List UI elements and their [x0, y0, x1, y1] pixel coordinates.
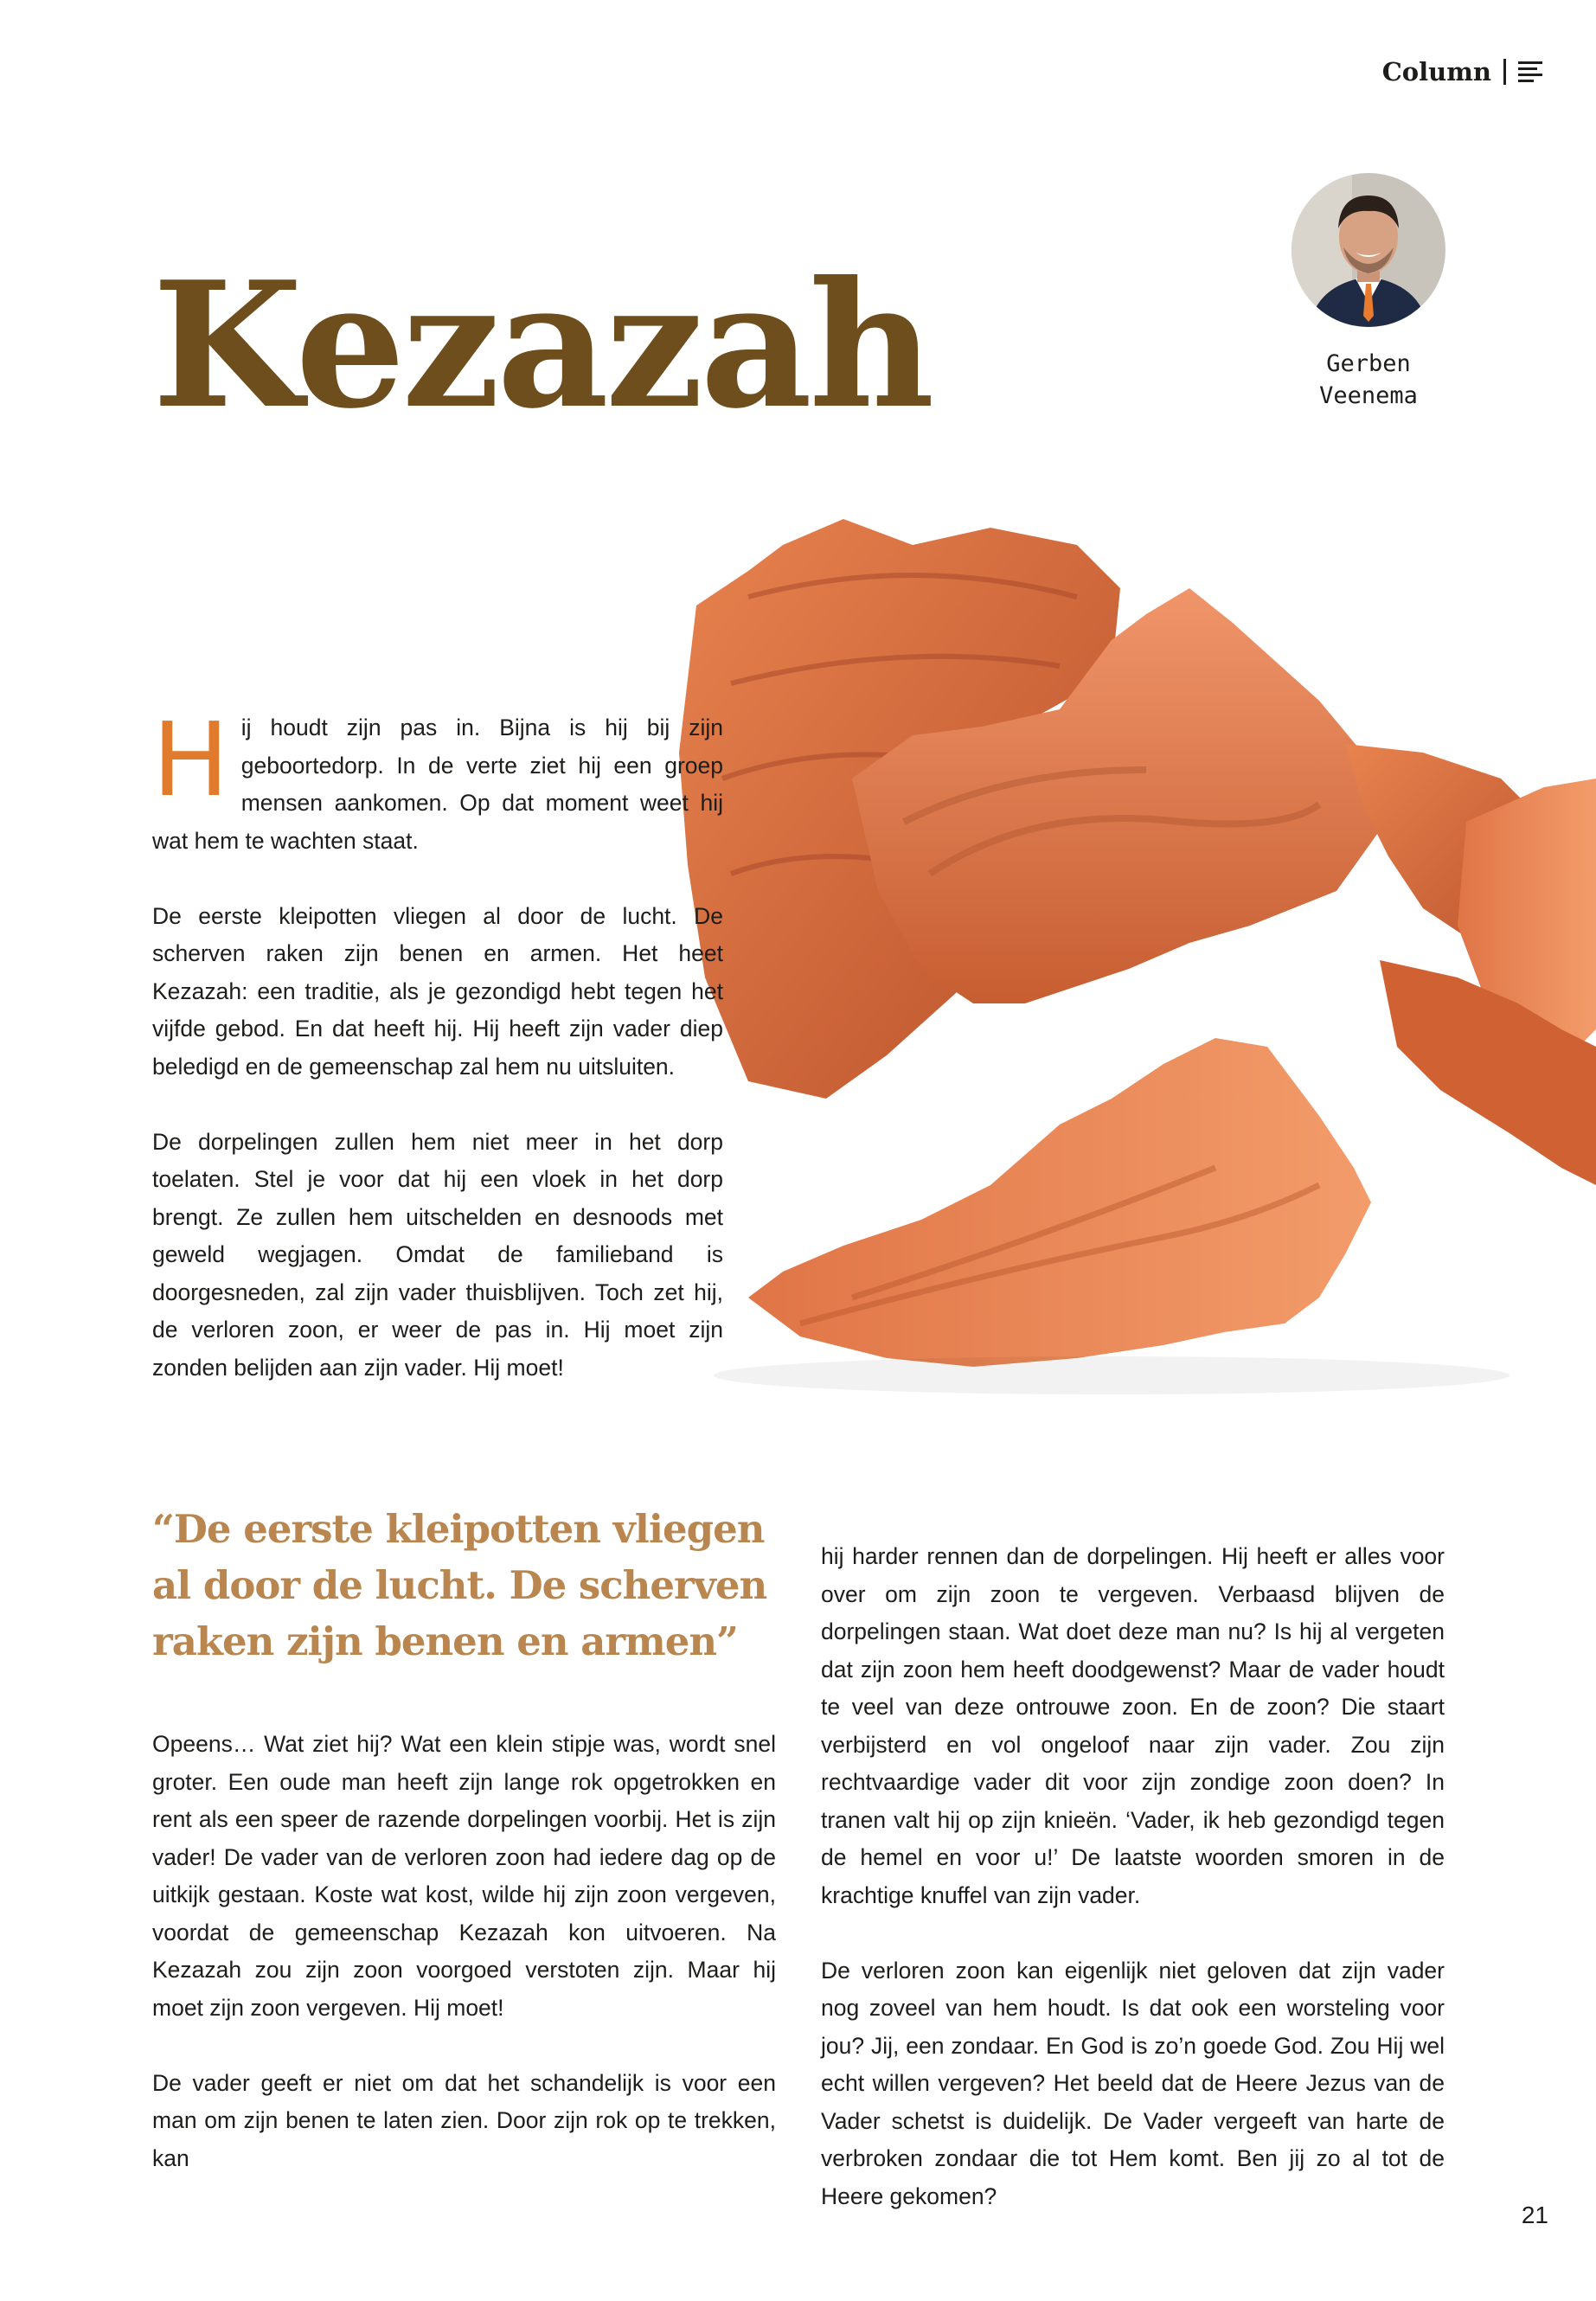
paragraph-7: De verloren zoon kan eigenlijk niet geloven dat zijn vader nog zoveel van hem houdt. Is dat ook een worsteling voor jou? Jij, een zondaar. En God is zo’n goede God. Zou Hij wel echt willen vergeven? Het beeld dat de Heere Jezus van de Vader schetst is duidelijk. De Vader vergeeft van harte de verbroken zondaar die tot Hem komt. Ben jij zo al tot de Heere gekomen? [821, 1957, 1445, 2209]
drop-cap: H [152, 700, 229, 819]
author-avatar [1292, 173, 1445, 327]
author-first-name: Gerben [1326, 350, 1411, 377]
pull-quote: “De eerste kleipotten vliegen al door de lucht. De scherven raken zijn benen en armen” [152, 1506, 767, 1664]
author-last-name: Veenema [1319, 382, 1418, 409]
clay-shards-image [627, 493, 1596, 1410]
paragraph-4: Opeens… Wat ziet hij? Wat een klein stipje was, wordt snel groter. Een oude man heeft zijn lange rok opgetrokken en rent als een speer de razende dorpelingen voorbij. Het is zijn vader! De vader van de verloren zoon had iedere dag op de uitkijk gestaan. Koste wat kost, wilde hij zijn zoon vergeven, voordat de gemeenschap Kezazah kon uitvoeren. Na Kezazah zou zijn zoon voorgoed verstoten zijn. Maar hij moet zijn zoon vergeven. Hij moet! [152, 1731, 776, 2021]
article-column-right [821, 1538, 1445, 2215]
article-column-left [152, 1726, 776, 2177]
page-number: 21 [1521, 2202, 1548, 2228]
author-name [1292, 348, 1445, 412]
section-label-text: Column [1381, 57, 1491, 87]
article-column-intro [152, 700, 723, 1387]
author-photo [1292, 173, 1445, 327]
paragraph-2: De eerste kleipotten vliegen al door de lucht. De scherven raken zijn benen en armen. Het heet Kezazah: een traditie, als je gezondigd hebt tegen het vijfde gebod. En dat heeft hij. Hij heeft zijn vader diep beledigd en de gemeenschap zal hem nu uitsluiten. [152, 902, 723, 1080]
intro-paragraph [152, 700, 723, 860]
paragraph-6: hij harder rennen dan de dorpelingen. Hij heeft er alles voor over om zijn zoon te vergeven. Verbaasd blijven de dorpelingen staan. Wat doet deze man nu? Is hij al vergeten dat zijn zoon hem heeft doodgewenst? Maar de vader houdt te veel van deze ontrouwe zoon. En de zoon? Die staart verbijsterd en vol ongeloof naar zijn vader. Zou zijn rechtvaardige vader dit voor zijn zondige zoon doen? In tranen valt hij op zijn knieën. ‘Vader, ik heb gezondigd tegen de hemel en voor u!’ De laatste woorden smoren in de krachtige knuffel van zijn vader. [821, 1543, 1445, 1908]
paragraph-3: De dorpelingen zullen hem niet meer in het dorp toelaten. Stel je voor dat hij een vloek in het dorp brengt. Ze zullen hem uitschelden en desnoods met geweld wegjagen. Omdat de familieband is doorgesneden, zal zijn vader thuisblijven. Toch zet hij, de verloren zoon, er weer de pas in. Hij moet zijn zonden belijden aan zijn vader. Hij moet! [152, 1128, 723, 1381]
section-divider [1503, 59, 1506, 85]
paragraph-5: De vader geeft er niet om dat het schandelijk is voor een man om zijn benen te laten zien. Door zijn rok op te trekken, kan [152, 2069, 776, 2171]
text-lines-icon [1518, 61, 1542, 82]
section-label [1382, 57, 1542, 87]
article-title: Kezazah [152, 244, 932, 447]
intro-text: ij houdt zijn pas in. Bijna is hij bij zijn geboortedorp. In de verte ziet hij een groep mensen aankomen. Op dat moment weet hij wat hem te wachten staat. [152, 715, 723, 854]
